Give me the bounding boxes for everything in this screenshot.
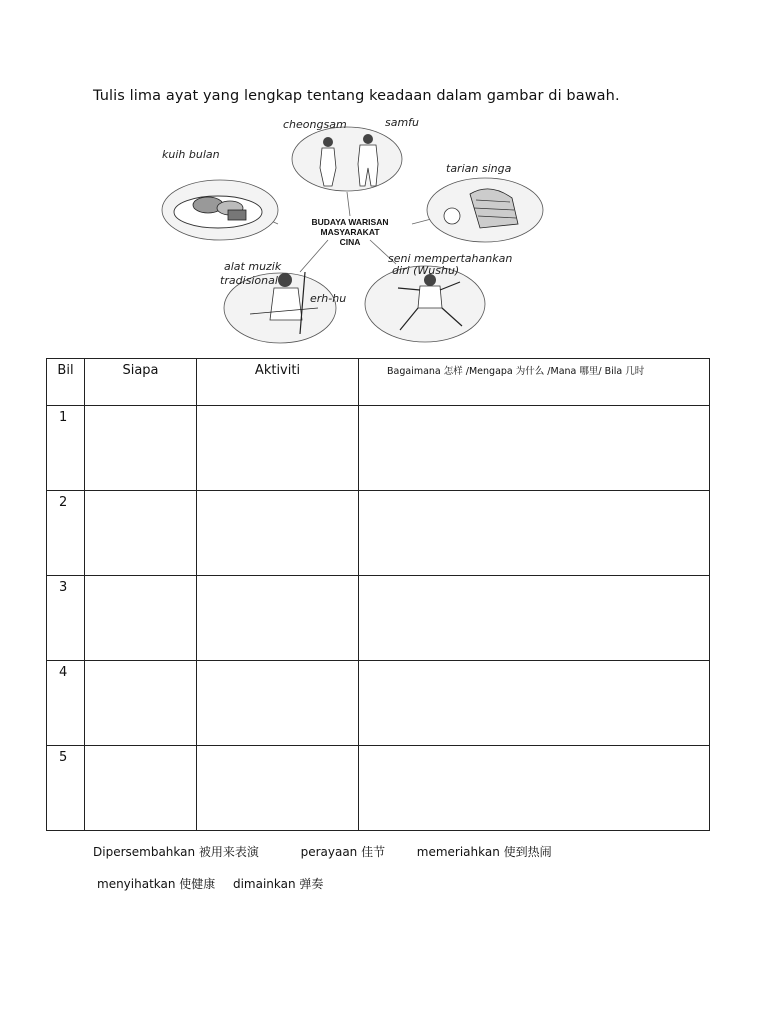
table-row <box>47 491 710 576</box>
table-row <box>47 406 710 491</box>
center-line-1: BUDAYA WARISAN <box>311 217 389 227</box>
worksheet-table <box>46 358 710 831</box>
row-number: 2 <box>47 491 85 576</box>
bagaimana-cell[interactable] <box>359 746 710 831</box>
wushu-circle <box>365 266 485 342</box>
vocab-memeriahkan: memeriahkan 使到热闹 <box>416 845 552 859</box>
label-cheongsam: cheongsam <box>283 118 347 131</box>
aktiviti-cell[interactable] <box>197 576 359 661</box>
vocab-dimainkan: dimainkan 弹奏 <box>232 877 324 891</box>
center-line-2: MASYARAKAT <box>320 227 380 237</box>
mooncake-circle <box>162 180 278 240</box>
bagaimana-cell[interactable] <box>359 576 710 661</box>
siapa-cell[interactable] <box>85 576 197 661</box>
aktiviti-cell[interactable] <box>197 491 359 576</box>
aktiviti-cell[interactable] <box>197 661 359 746</box>
header-siapa: Siapa <box>85 359 197 406</box>
center-line-3: CINA <box>339 237 361 247</box>
vocab-line-1 <box>93 843 552 860</box>
instruction-text: Tulis lima ayat yang lengkap tentang keadaan dalam gambar di bawah. <box>93 88 620 104</box>
aktiviti-cell[interactable] <box>197 406 359 491</box>
label-diri: diri (Wushu) <box>392 264 460 277</box>
header-aktiviti: Aktiviti <box>197 359 359 406</box>
siapa-cell[interactable] <box>85 661 197 746</box>
label-samfu: samfu <box>385 116 420 129</box>
table-row <box>47 746 710 831</box>
label-erh-hu: erh-hu <box>310 292 347 305</box>
row-number: 5 <box>47 746 85 831</box>
header-bagaimana: Bagaimana 怎样 /Mengapa 为什么 /Mana 哪里/ Bila 几时 <box>359 359 710 406</box>
table-row <box>47 576 710 661</box>
vocab-line-2 <box>97 875 323 892</box>
label-tradisional: tradisional <box>220 274 278 287</box>
aktiviti-cell[interactable] <box>197 746 359 831</box>
bagaimana-cell[interactable] <box>359 661 710 746</box>
label-alat-muzik: alat muzik <box>224 260 282 273</box>
label-tarian-singa: tarian singa <box>446 162 512 175</box>
siapa-cell[interactable] <box>85 406 197 491</box>
siapa-cell[interactable] <box>85 746 197 831</box>
header-row <box>47 359 710 406</box>
row-number: 1 <box>47 406 85 491</box>
row-number: 3 <box>47 576 85 661</box>
vocab-menyihatkan: menyihatkan 使健康 <box>97 877 216 891</box>
vocab-perayaan: perayaan 佳节 <box>300 845 386 859</box>
clothing-circle <box>292 127 402 191</box>
label-kuih-bulan: kuih bulan <box>162 148 220 161</box>
label-seni: seni mempertahankan <box>388 252 513 265</box>
culture-mind-map <box>150 112 550 348</box>
bagaimana-cell[interactable] <box>359 406 710 491</box>
header-bil: Bil <box>47 359 85 406</box>
row-number: 4 <box>47 661 85 746</box>
siapa-cell[interactable] <box>85 491 197 576</box>
vocab-dipersembahkan: Dipersembahkan 被用来表演 <box>93 845 259 859</box>
bagaimana-cell[interactable] <box>359 491 710 576</box>
table-row <box>47 661 710 746</box>
lion-dance-circle <box>427 178 543 242</box>
culture-illustration <box>150 112 550 348</box>
